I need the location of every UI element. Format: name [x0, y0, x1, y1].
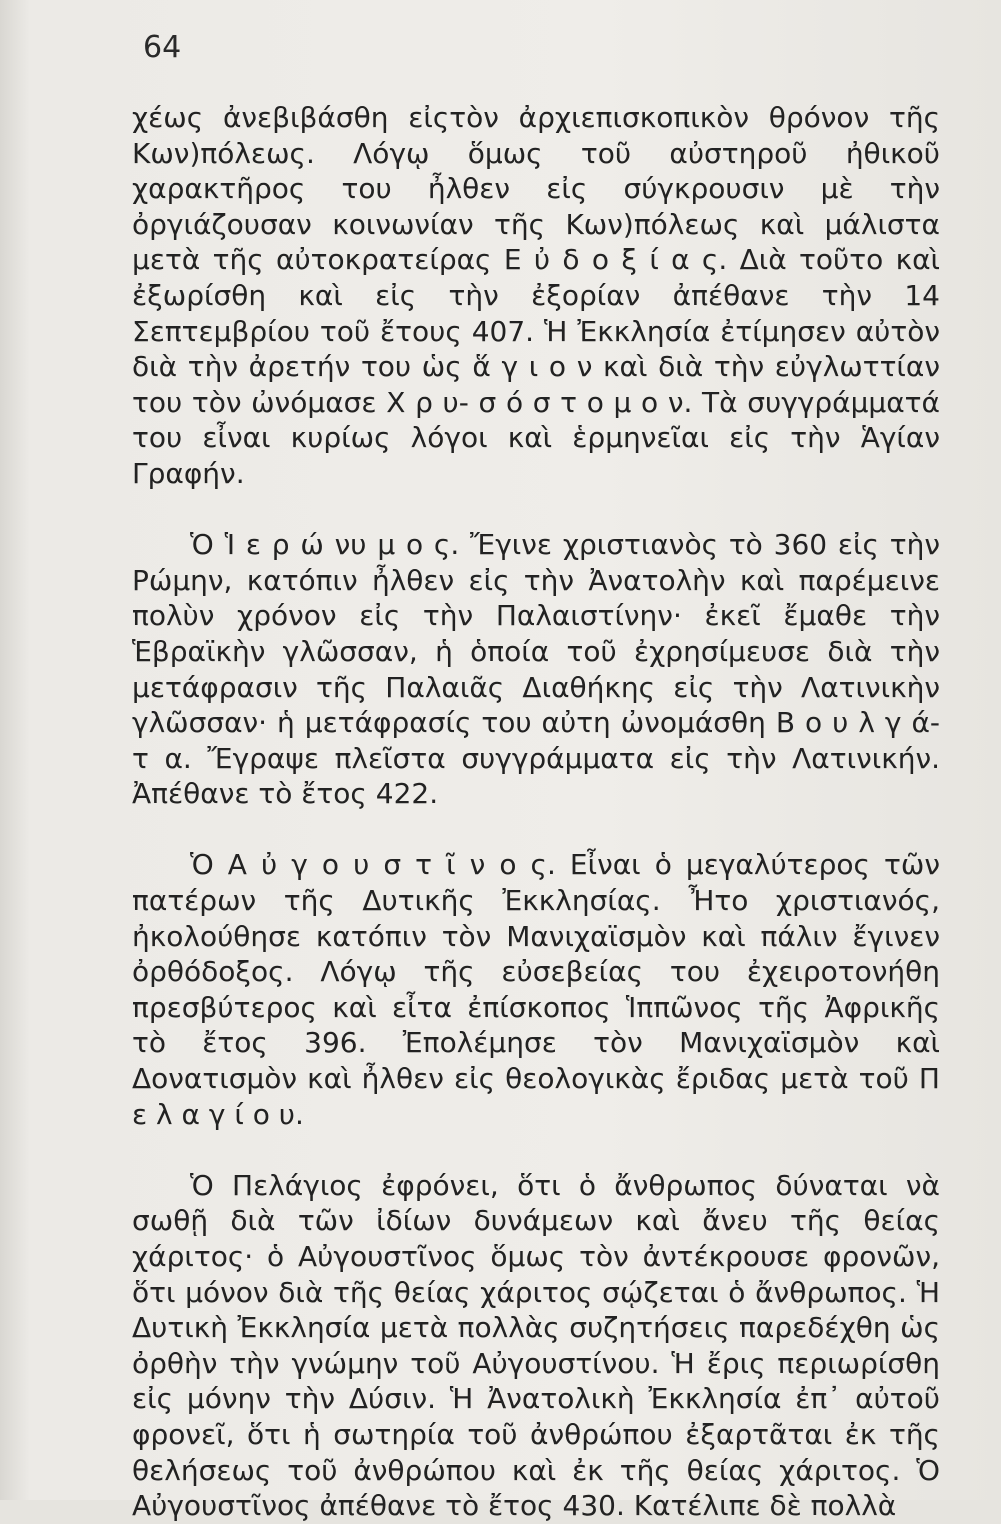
paragraph-hieronymus: Ὁ Ἱ ε ρ ώ νυ μ ο ς. Ἔγινε χριστιανὸς τὸ 360 εἰς τὴν Ρώμην, κατόπιν ἦλθεν εἰς τὴν Ἀνατολὴν καὶ παρέμεινε πολὺν χρόνον εἰς τὴν Παλαιστίνην· ἐκεῖ ἔμαθε τὴν Ἑβραϊκὴν γλῶσσαν, ἡ ὁποία τοῦ ἐχρησίμευσε διὰ τὴν μετάφρασιν τῆς Παλαιᾶς Διαθήκης εἰς τὴν Λατινικὴν γλῶσσαν· ἡ μετάφρασίς του αὐτη ὠνομάσθη Β ο υ λ γ ά- τ α. Ἔγραψε πλεῖστα συγγράμματα εἰς τὴν Λατινικήν. Ἀπέθανε τὸ ἔτος 422. [132, 528, 940, 811]
paragraph-pelagius: Ὁ Πελάγιος ἐφρόνει, ὅτι ὁ ἄνθρωπος δύναται νὰ σωθῇ διὰ τῶν ἰδίων δυνάμεων καὶ ἄνευ τῆς θείας χάριτος· ὁ Αὐγουστῖνος ὅμως τὸν ἀντέκρουσε φρονῶν, ὅτι μόνον διὰ τῆς θείας χάριτος σῴζεται ὁ ἄνθρωπος. Ἡ Δυτικὴ Ἐκκλησία μετὰ πολλὰς συζητήσεις παρεδέχθη ὡς ὀρθὴν τὴν γνώμην τοῦ Αὐγουστίνου. Ἡ ἔρις περιωρίσθη εἰς μόνην τὴν Δύσιν. Ἡ Ἀνατολικὴ Ἐκκλησία ἐπ᾽ αὐτοῦ φρονεῖ, ὅτι ἡ σωτηρία τοῦ ἀνθρώπου ἐξαρτᾶται ἐκ τῆς θελήσεως τοῦ ἀνθρώπου καὶ ἐκ τῆς θείας χάριτος. Ὁ Αὐγουστῖνος ἀπέθανε τὸ ἔτος 430. Κατέλιπε δὲ πολλὰ [132, 1168, 940, 1523]
paragraph-augustinus: Ὁ Α ὐ γ ο υ σ τ ῖ ν ο ς. Εἶναι ὁ μεγαλύτερος τῶν πατέρων τῆς Δυτικῆς Ἐκκλησίας. Ἦτο χριστιανός, ἠκολούθησε κατόπιν τὸν Μανιχαϊσμὸν καὶ πάλιν ἔγινεν ὀρθόδοξος. Λόγῳ τῆς εὐσεβείας του ἐχειροτονήθη πρεσβύτερος καὶ εἶτα ἐπίσκοπος Ἱππῶνος τῆς Ἀφρικῆς τὸ ἔτος 396. Ἐπολέμησε τὸν Μανιχαϊσμὸν καὶ Δονατισμὸν καὶ ἦλθεν εἰς θεολογικὰς ἔριδας μετὰ τοῦ Π ε λ α γ ί ο υ. [132, 848, 940, 1131]
page-number: 64 [143, 30, 182, 65]
paragraph-chrysostom-continued: χέως ἀνεβιβάσθη εἰςτὸν ἀρχιεπισκοπικὸν θρόνον τῆς Κων)πόλεως. Λόγῳ ὅμως τοῦ αὐστηροῦ ἠθικοῦ χαρακτῆρος του ἦλθεν εἰς σύγκρουσιν μὲ τὴν ὀργιάζουσαν κοινωνίαν τῆς Κων)πόλεως καὶ μάλιστα μετὰ τῆς αὐτοκρατείρας Ε ὐ δ ο ξ ί α ς. Διὰ τοῦτο καὶ ἐξωρίσθη καὶ εἰς τὴν ἐξορίαν ἀπέθανε τὴν 14 Σεπτεμβρίου τοῦ ἔτους 407. Ἡ Ἐκκλησία ἐτίμησεν αὐτὸν διὰ τὴν ἀρετήν του ὡς ἅ γ ι ο ν καὶ διὰ τὴν εὐγλωττίαν του τὸν ὠνόμασε Χ ρ υ- σ ό σ τ ο μ ο ν. Τὰ συγγράμματά του εἶναι κυρίως λόγοι καὶ ἑρμηνεῖαι εἰς τὴν Ἁγίαν Γραφήν. [132, 101, 940, 490]
body-text [132, 100, 940, 1524]
